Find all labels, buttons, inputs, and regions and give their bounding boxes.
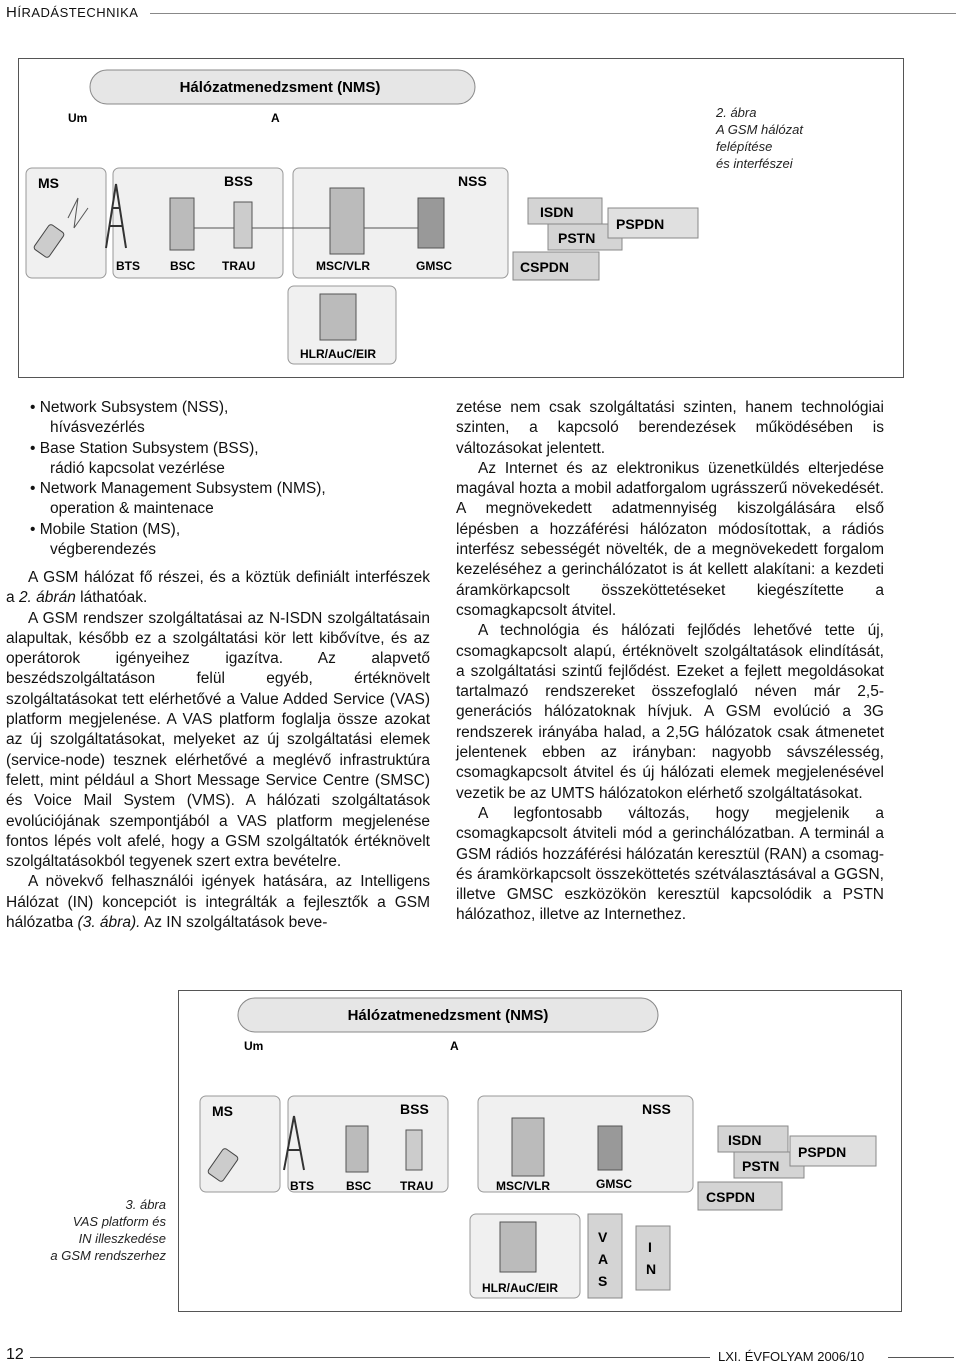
nms-label: Hálózatmenedzsment (NMS) — [179, 79, 381, 96]
svg-text:ISDN: ISDN — [540, 204, 574, 220]
svg-text:PSTN: PSTN — [558, 230, 596, 246]
figure-2-diagram — [18, 58, 708, 376]
paragraph: Az Internet és az elektronikus üzenetküldés elterjedése magával hozta a mobil adatforgalom ugrásszerű növekedését. A megnövekedett adatmennyiség kiszolgálására első lépésben a hozzáférési hálózaton módosítottak, a rádiós interfész sebességét növelték, de a megnövekedett forgalom kezeléséhez a gerinchálózatot is át kellett alakítani: a kezdeti áramkörkapcsolt összeköttetéseket kiegészítette a csomagkapcsolt átvitel. — [456, 459, 884, 619]
right-column — [456, 398, 884, 926]
subsystem-list: • Network Subsystem (NSS), hívásvezérlés • Base Station Subsystem (BSS), rádió kapcsolat vezérlése • Network Management Subsystem (NMS), operation & maintenace • Mobile Station (MS), végberendezés — [30, 398, 430, 560]
footer-rule-left — [30, 1357, 710, 1358]
list-item: • Base Station Subsystem (BSS), — [30, 439, 259, 457]
mscvlr-cabinet-icon — [512, 1118, 544, 1176]
hlr-cabinet-icon — [500, 1222, 536, 1272]
svg-text:PSTN: PSTN — [742, 1158, 780, 1174]
svg-text:GMSC: GMSC — [416, 259, 452, 273]
svg-text:S: S — [598, 1273, 608, 1289]
nss-label: NSS — [458, 173, 487, 189]
bsc-cabinet-icon — [346, 1126, 368, 1172]
svg-text:BSC: BSC — [346, 1179, 372, 1193]
paragraph: zetése nem csak szolgáltatási szinten, hanem technológiai szinten, a kapcsoló berendezések működésében is változásokat jelentett. — [456, 399, 884, 457]
svg-text:BSS: BSS — [400, 1101, 429, 1117]
figure-2-caption: 2. ábra A GSM hálózat felépítése és interfészei — [716, 105, 803, 171]
paragraph: A növekvő felhasználói igények hatására, az Intelligens Hálózat (IN) koncepciót is integrálták a fejlesztők a GSM hálózatba (3. ábra). Az IN szolgáltatások beve- — [6, 873, 430, 932]
svg-text:Hálózatmenedzsment (NMS): Hálózatmenedzsment (NMS) — [347, 1007, 549, 1024]
svg-text:N: N — [646, 1261, 657, 1277]
bss-label: BSS — [224, 173, 253, 189]
footer-rule-right — [888, 1357, 954, 1358]
paragraph: A technológia és hálózati fejlődés lehetővé tette új, csomagkapcsolt alapú, értéknövelt szolgáltatások elindítását, a szolgáltatási szintű fejlődést. Ezeket a fejlett megoldásokat tartalmazó rendszereket összefoglaló néven már 2,5-generációs hálózatoknak hívjuk. A GSM evolúció a 3G rendszerek irányába halad, a 2,5G hálózatok csak átmenetet jelentenek ebben az irányban: nagyobb sávszélesség, csomagkapcsolt átvitel és új hálózati elemek megjelenésével vezetik be az UMTS hálózatokon elérhető szolgáltatásokat. — [456, 622, 884, 802]
bsc-cabinet-icon — [170, 198, 194, 250]
issue-label: LXI. ÉVFOLYAM 2006/10 — [718, 1349, 865, 1364]
svg-text:GMSC: GMSC — [596, 1177, 632, 1191]
a-label: A — [271, 111, 280, 125]
svg-text:PSPDN: PSPDN — [616, 216, 665, 232]
svg-text:NSS: NSS — [642, 1101, 671, 1117]
svg-text:Um: Um — [244, 1039, 264, 1053]
figure-3-caption: 3. ábra VAS platform és IN illeszkedése a GSM rendszerhez — [50, 1197, 166, 1263]
svg-text:I: I — [648, 1239, 652, 1255]
trau-cabinet-icon — [234, 202, 252, 248]
left-column — [30, 398, 430, 560]
svg-text:A: A — [598, 1251, 609, 1267]
list-item: • Network Subsystem (NSS), — [30, 399, 229, 416]
svg-text:BTS: BTS — [290, 1179, 314, 1193]
mscvlr-cabinet-icon — [330, 188, 364, 254]
svg-text:TRAU: TRAU — [222, 259, 256, 273]
list-item: • Mobile Station (MS), — [30, 520, 181, 538]
paragraph: A GSM hálózat fő részei, és a köztük definiált interfészek a 2. ábrán láthatóak. — [6, 569, 430, 607]
svg-text:BSC: BSC — [170, 259, 196, 273]
svg-text:HLR/AuC/EIR: HLR/AuC/EIR — [482, 1281, 558, 1295]
svg-text:MSC/VLR: MSC/VLR — [316, 259, 370, 273]
svg-text:A: A — [450, 1039, 459, 1053]
svg-text:CSPDN: CSPDN — [520, 259, 570, 275]
svg-text:TRAU: TRAU — [400, 1179, 434, 1193]
header-rule — [150, 13, 956, 14]
svg-text:CSPDN: CSPDN — [706, 1189, 756, 1205]
hlr-cabinet-icon — [320, 294, 356, 340]
left-column-body — [6, 568, 430, 933]
svg-text:HLR/AuC/EIR: HLR/AuC/EIR — [300, 347, 376, 361]
gmsc-cabinet-icon — [418, 198, 444, 248]
svg-text:MSC/VLR: MSC/VLR — [496, 1179, 550, 1193]
list-item: • Network Management Subsystem (NMS), — [30, 480, 326, 498]
svg-text:PSPDN: PSPDN — [798, 1144, 847, 1160]
gmsc-cabinet-icon — [598, 1126, 622, 1170]
paragraph: A legfontosabb változás, hogy megjelenik a csomagkapcsolt átviteli mód a gerinchálózatban. A terminál a GSM rádiós hozzáférési hálózatán keresztül (RAN) a csomag- és áramkörkapcsolt összeköttetés szétválasztásával a GGSN, illetve GMSC eszközökön keresztül kapcsolódik a PSTN hálózathoz, illetve az Internethez. — [456, 804, 884, 924]
figure-3-diagram — [178, 990, 900, 1310]
paragraph: A GSM rendszer szolgáltatásai az N-ISDN szolgáltatásain alapultak, később ez a szolgáltatási kör lett kibővítve, és az operátorok igényeihez igazítva. Az alapvető beszédszolgáltatáson felül egyéb, értéknövelt szolgáltatásokat tett elérhetővé a Value Added Service (VAS) platform megjelenése. A VAS platform foglalja össze azokat az új szolgáltatásokat, melyeket az új szolgáltatási elemek (service-node) tesznek elérhetővé a meglévő infrastruktúra felett, mint például a Short Message Service Centre (SMSC) és Voice Mail System (VMS). A hálózati szolgáltatások evolúciójának szempontjából a VAS platform megjelenése fontos lépés volt afelé, hogy a GSM szolgáltatók értéknövelt szolgáltatásokból tegyenek szert extra bevételre. — [6, 609, 430, 871]
trau-cabinet-icon — [406, 1130, 422, 1170]
svg-text:MS: MS — [212, 1103, 233, 1119]
um-label: Um — [68, 111, 88, 125]
svg-text:V: V — [598, 1229, 608, 1245]
running-header: HÍRADÁSTECHNIKA — [6, 4, 139, 21]
ms-label: MS — [38, 175, 59, 191]
page-number: 12 — [6, 1346, 24, 1363]
svg-text:ISDN: ISDN — [728, 1132, 762, 1148]
svg-text:BTS: BTS — [116, 259, 140, 273]
